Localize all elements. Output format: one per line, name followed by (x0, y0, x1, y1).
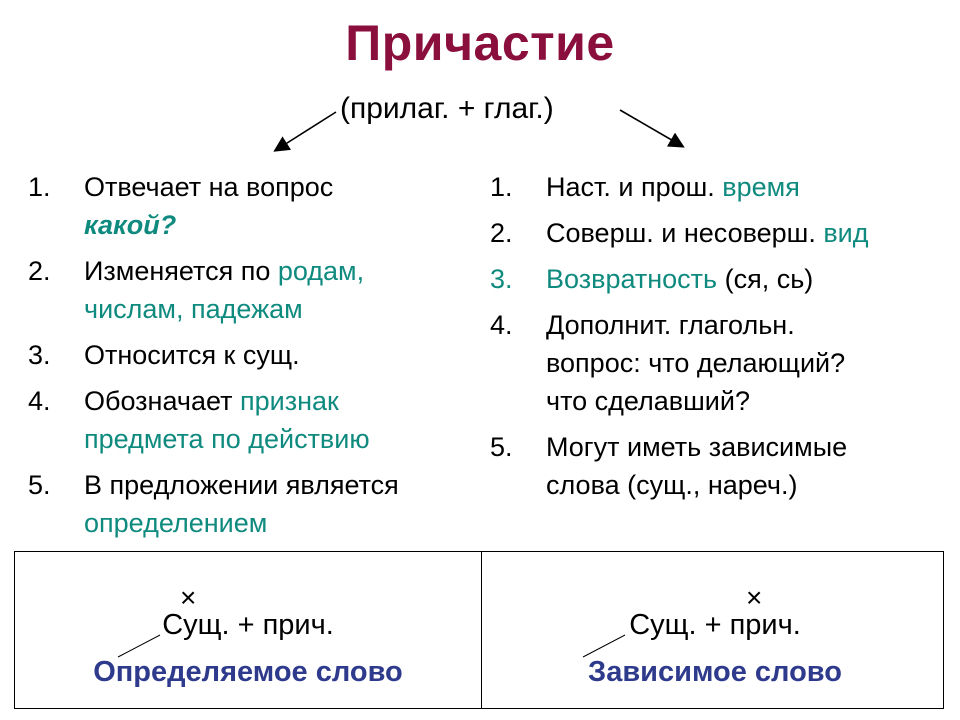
list-item: 1. Наст. и прош. время (490, 172, 800, 202)
formula-right: Сущ. + прич. (629, 609, 801, 641)
formula-left: Сущ. + прич. (162, 609, 334, 641)
term-defined-word: Определяемое слово (93, 656, 403, 688)
subtitle: (прилаг. + глаг.) (340, 92, 554, 125)
list-item: 2. Изменяется по родам, числам, падежам (28, 256, 365, 324)
list-item: 2. Соверш. и несоверш. вид (490, 218, 869, 248)
list-item: 3. Относится к сущ. (28, 340, 300, 370)
cross-mark-icon: × (180, 582, 197, 613)
page-title: Причастие (345, 15, 615, 71)
arrow-right (620, 110, 682, 146)
list-item: 4. Дополнит. глагольн. вопрос: что делающий? что сделавший? (490, 310, 846, 416)
list-item: 5. В предложении является определением (28, 470, 399, 538)
list-item: 3. Возвратность (ся, сь) (490, 264, 814, 294)
list-item: 5. Могут иметь зависимые слова (сущ., нареч.) (490, 432, 848, 500)
syntax-table (14, 551, 944, 709)
list-item: 1. Отвечает на вопрос какой? (28, 172, 334, 240)
arrow-left (276, 112, 336, 150)
adjective-features-list (28, 168, 478, 550)
list-item: 4. Обозначает признак предмета по действию (28, 386, 370, 454)
term-dependent-word: Зависимое слово (588, 656, 842, 688)
cross-mark-icon: × (746, 582, 763, 613)
verb-features-list (490, 168, 950, 512)
dependent-word-cell (482, 552, 948, 708)
defined-word-cell (15, 552, 481, 708)
